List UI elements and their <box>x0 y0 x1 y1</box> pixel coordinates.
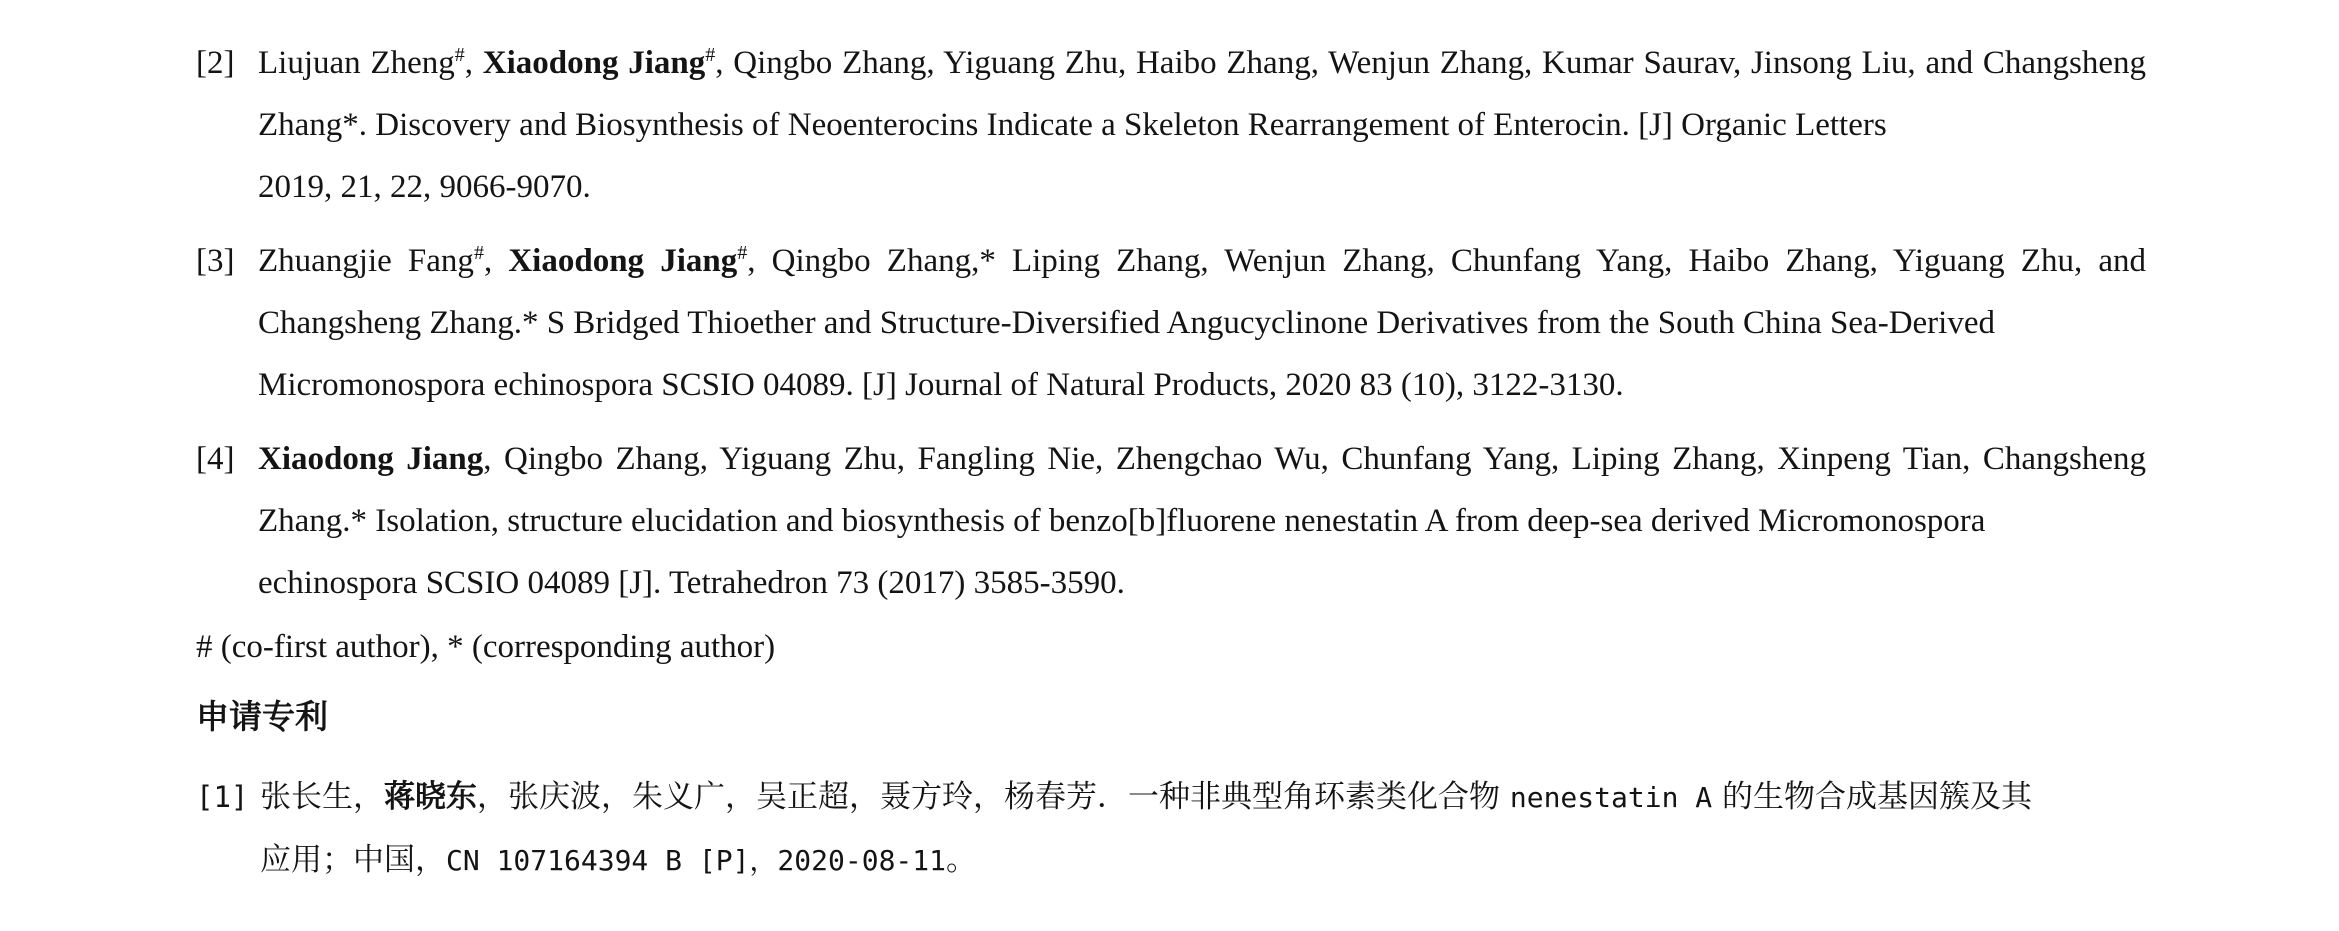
highlighted-author: Xiaodong Jiang <box>482 45 706 81</box>
reference-item <box>196 428 2146 614</box>
reference-number: [2] <box>196 45 235 81</box>
reference-item <box>196 32 2146 218</box>
patent-item <box>196 766 2146 892</box>
author-notation-note: # (co-first author), * (corresponding author) <box>196 629 776 665</box>
reference-number: [3] <box>196 243 235 279</box>
section-title-patents: 申请专利 <box>196 697 328 736</box>
reference-number: [4] <box>196 441 235 477</box>
reference-text: Xiaodong Jiang, Qingbo Zhang, Yiguang Zhu, Fangling Nie, Zhengchao Wu, Chunfang Yang, Liping Zhang, Xinpeng Tian, Changsheng Zhang.* Isolation, structure elucidation and biosynthesis of benzo[b]fluorene nenestatin A from deep-sea derived Micromonospora echinospora SCSIO 04089 [J]. Tetrahedron 73 (2017) 3585-3590. <box>258 441 2146 601</box>
highlighted-author: Xiaodong Jiang <box>508 243 738 279</box>
reference-text: Zhuangjie Fang#, Xiaodong Jiang#, Qingbo Zhang,* Liping Zhang, Wenjun Zhang, Chunfang Yang, Haibo Zhang, Yiguang Zhu, and Changsheng Zhang.* S Bridged Thioether and Structure-Diversified Angucyclinone Derivatives from the South China Sea-Derived Micromonospora echinospora SCSIO 04089. [J] Journal of Natural Products, 2020 83 (10), 3122-3130. <box>258 242 2147 403</box>
highlighted-author: Xiaodong Jiang <box>258 441 484 477</box>
reference-text: Liujuan Zheng#, Xiaodong Jiang#, Qingbo Zhang, Yiguang Zhu, Haibo Zhang, Wenjun Zhang, Kumar Saurav, Jinsong Liu, and Changsheng Zhang*. Discovery and Biosynthesis of Neoenterocins Indicate a Skeleton Rearrangement of Enterocin. [J] Organic Letters 2019, 21, 22, 9066-9070. <box>258 44 2147 205</box>
patent-text: 张长生，蒋晓东，张庆波，朱义广，吴正超，聂方玲，杨春芳．一种非典型角环素类化合物 nenestatin A 的生物合成基因簇及其 应用；中国，CN 107164394 B [P]，2020-08-11。 <box>260 779 2033 878</box>
patent-number: [1] <box>196 780 249 814</box>
reference-item <box>196 230 2146 416</box>
highlighted-author: 蒋晓东 <box>384 779 477 815</box>
